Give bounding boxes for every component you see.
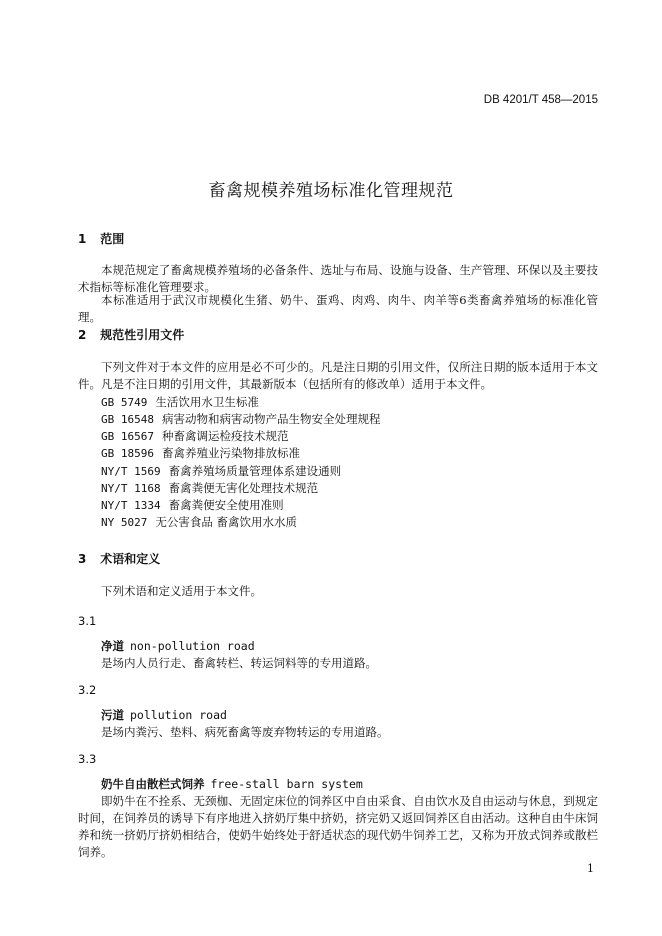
term-en: non-pollution road bbox=[130, 639, 255, 653]
page-number: 1 bbox=[587, 862, 594, 875]
terms-intro: 下列术语和定义适用于本文件。 bbox=[101, 584, 262, 598]
section-number: 2 bbox=[78, 328, 87, 342]
section-number: 3 bbox=[78, 552, 87, 566]
section-2-heading bbox=[78, 326, 184, 343]
term-definition: 即奶牛在不拴系、无颈枷、无固定床位的饲养区中自由采食、自由饮水及自由运动与休息，到规定时间，在饲养员的诱导下有序地进入挤奶厅集中挤奶，挤完奶又返回饲养区自由活动。这种自由牛床饲养和统一挤奶厅挤奶相结合，使奶牛始终处于舒适状态的现代奶牛饲养工艺，又称为开放式饲养或散栏饲养。 bbox=[78, 794, 598, 859]
reference-code: NY/T 1569 bbox=[101, 465, 161, 478]
reference-code: GB 16567 bbox=[101, 430, 154, 443]
reference-item bbox=[101, 411, 380, 427]
term-en: pollution road bbox=[130, 708, 227, 722]
reference-item bbox=[101, 428, 288, 444]
reference-code: NY/T 1334 bbox=[101, 499, 161, 512]
reference-code: NY/T 1168 bbox=[101, 482, 161, 495]
reference-item bbox=[101, 394, 259, 410]
reference-item bbox=[101, 445, 300, 461]
reference-name: 畜禽养殖场质量管理体系建设通则 bbox=[168, 464, 342, 478]
standard-id: DB 4201/T 458—2015 bbox=[483, 94, 598, 106]
reference-name: 无公害食品 畜禽饮用水水质 bbox=[155, 515, 298, 529]
reference-name: 生活饮用水卫生标准 bbox=[155, 395, 259, 409]
term-number: 3.1 bbox=[78, 614, 97, 628]
reference-code: NY 5027 bbox=[101, 516, 148, 529]
reference-code: GB 18596 bbox=[101, 447, 154, 460]
section-title: 范围 bbox=[100, 232, 125, 246]
term-definition: 是场内人员行走、畜禽转栏、转运饲料等的专用道路。 bbox=[101, 656, 377, 670]
reference-name: 病害动物和病害动物产品生物安全处理规程 bbox=[161, 412, 381, 426]
term-cn: 奶牛自由散栏式饲养 bbox=[101, 777, 205, 791]
reference-name: 畜禽粪便安全使用准则 bbox=[168, 498, 284, 512]
term-heading bbox=[101, 707, 227, 723]
reference-item bbox=[101, 463, 341, 479]
term-cn: 净道 bbox=[101, 639, 124, 653]
term-heading bbox=[101, 638, 255, 654]
term-en: free-stall barn system bbox=[210, 777, 363, 791]
reference-name: 种畜禽调运检疫技术规范 bbox=[161, 429, 289, 443]
section-3-heading bbox=[78, 550, 160, 567]
term-heading bbox=[101, 776, 363, 792]
term-definition: 是场内粪污、垫料、病死畜禽等废弃物转运的专用道路。 bbox=[101, 725, 389, 739]
reference-name: 畜禽粪便无害化处理技术规范 bbox=[168, 481, 319, 495]
scope-paragraph-2: 本标准适用于武汉市规模化生猪、奶牛、蛋鸡、肉鸡、肉牛、肉羊等6类畜禽养殖场的标准化管理。 bbox=[78, 293, 598, 324]
section-number: 1 bbox=[78, 232, 87, 246]
document-title: 畜禽规模养殖场标准化管理规范 bbox=[208, 181, 454, 201]
reference-code: GB 5749 bbox=[101, 396, 148, 409]
reference-item bbox=[101, 514, 297, 530]
scope-paragraph-1: 本规范规定了畜禽规模养殖场的必备条件、选址与布局、设施与设备、生产管理、环保以及主要技术指标等标准化管理要求。 bbox=[78, 263, 598, 294]
section-title: 术语和定义 bbox=[100, 552, 161, 566]
reference-name: 畜禽养殖业污染物排放标准 bbox=[161, 446, 300, 460]
term-cn: 污道 bbox=[101, 708, 124, 722]
reference-item bbox=[101, 480, 318, 496]
section-1-heading bbox=[78, 230, 124, 247]
reference-code: GB 16548 bbox=[101, 413, 154, 426]
term-number: 3.2 bbox=[78, 683, 97, 697]
references-intro: 下列文件对于本文件的应用是必不可少的。凡是注日期的引用文件，仅所注日期的版本适用于本文件。凡是不注日期的引用文件，其最新版本（包括所有的修改单）适用于本文件。 bbox=[78, 360, 598, 391]
section-title: 规范性引用文件 bbox=[100, 328, 185, 342]
reference-item bbox=[101, 497, 284, 513]
term-number: 3.3 bbox=[78, 752, 97, 766]
